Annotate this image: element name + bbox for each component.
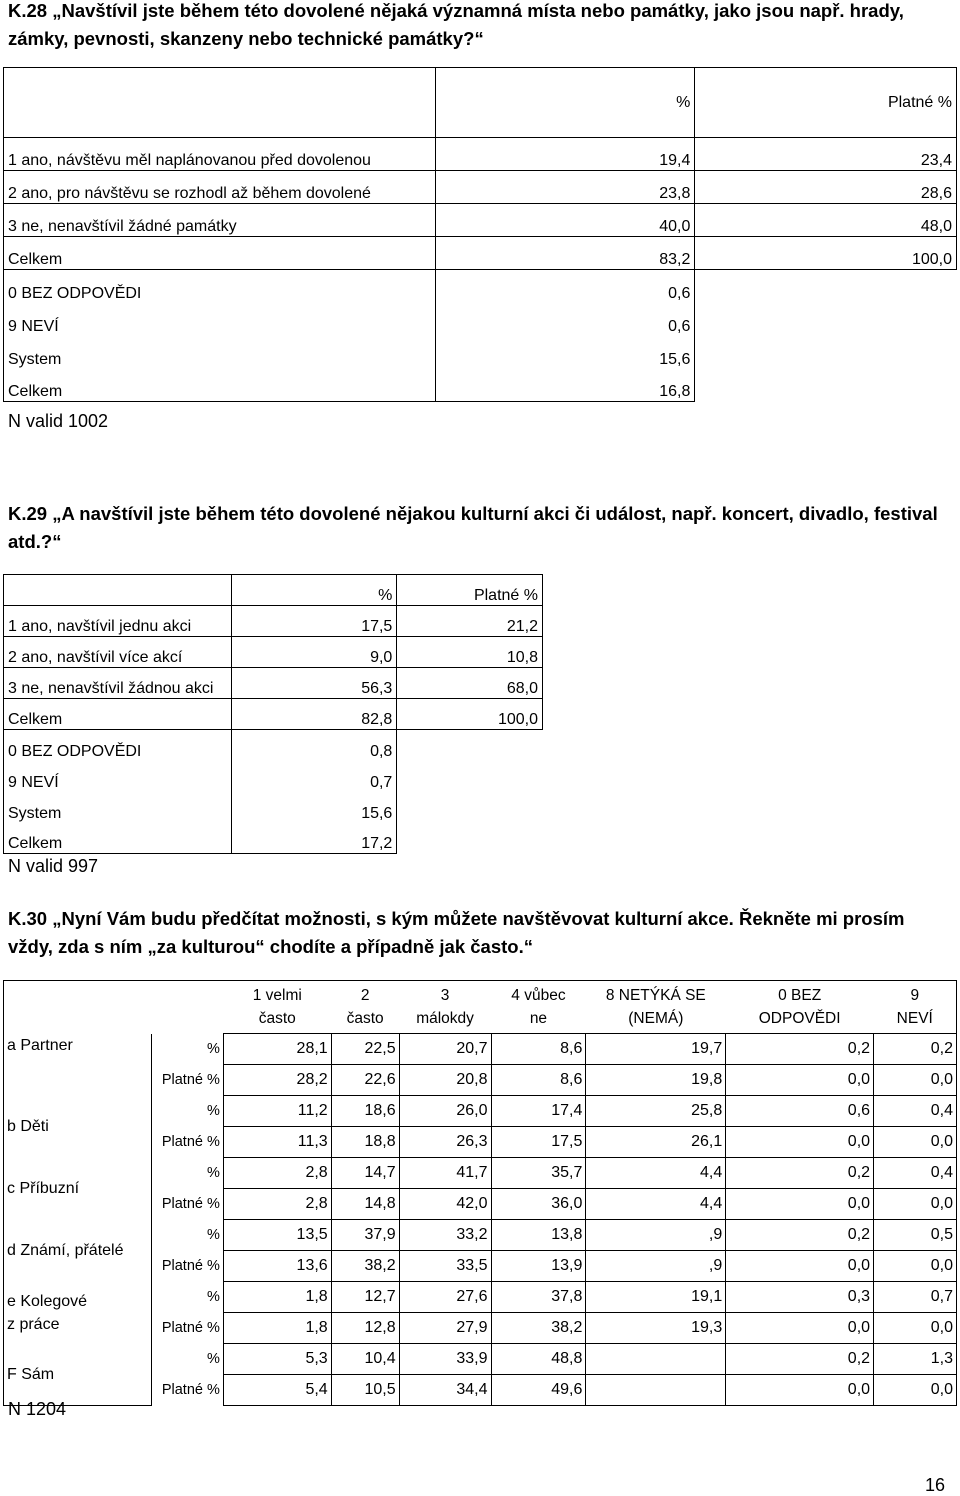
value-cell: 28,1 [223, 1034, 331, 1065]
value-cell: 4,4 [586, 1189, 726, 1220]
row-valid-pct: 23,4 [695, 138, 957, 171]
n-valid-k28: N valid 1002 [8, 411, 109, 431]
value-cell: 22,5 [331, 1034, 399, 1065]
header-empty [4, 981, 224, 1034]
row-label: 2 ano, navštívil více akcí [4, 637, 232, 668]
valid-pct-label: Platné % [161, 1134, 220, 1150]
group-label-line: e Kolegové [7, 1292, 88, 1310]
value-cell: 8,6 [491, 1034, 586, 1065]
table-row [4, 1282, 957, 1313]
table-row [4, 1344, 957, 1375]
value-cell: 27,9 [399, 1313, 491, 1344]
n-valid-k29: N valid 997 [8, 856, 99, 876]
header-valid-pct: Platné % [695, 68, 957, 138]
value-cell: 12,7 [331, 1282, 399, 1313]
row-label: 3 ne, nenavštívil žádné památky [4, 204, 436, 237]
question-k29-title: K.29 „A navštívil jste během této dovolené nějakou kulturní akci či událost, např. koncert, divadlo, festival atd.?“ [8, 503, 938, 552]
table-row [4, 668, 543, 699]
row-pct: 0,7 [231, 761, 396, 792]
value-cell: 5,4 [223, 1375, 331, 1406]
valid-pct-label: Platné % [161, 1382, 220, 1398]
row-label: 9 NEVÍ [4, 303, 436, 336]
value-cell: 37,8 [491, 1282, 586, 1313]
column-header [399, 981, 491, 1034]
value-cell: 0,0 [874, 1313, 957, 1344]
row-label: 2 ano, pro návštěvu se rozhodl až během dovolené [4, 171, 436, 204]
question-k30-title: K.30 „Nyní Vám budu předčítat možnosti, s kým můžete navštěvovat kulturní akce. Řekněte mi prosím vždy, zda s ním „za kulturou“ chodíte a případně jak často.“ [8, 908, 905, 957]
row-pct: 23,8 [435, 171, 695, 204]
value-cell: 17,5 [491, 1127, 586, 1158]
value-cell: 13,9 [491, 1251, 586, 1282]
value-cell: 34,4 [399, 1375, 491, 1406]
row-valid-pct [695, 270, 957, 303]
table-row [4, 270, 957, 303]
value-cell: 11,3 [223, 1127, 331, 1158]
row-label: System [4, 336, 436, 369]
row-label: 0 BEZ ODPOVĚDI [4, 730, 232, 761]
table-row [4, 204, 957, 237]
row-pct: 0,6 [435, 303, 695, 336]
column-header [491, 981, 586, 1034]
value-cell: 19,7 [586, 1034, 726, 1065]
value-cell: 4,4 [586, 1158, 726, 1189]
column-header-line: 2 [360, 987, 370, 1004]
header-empty [4, 68, 436, 138]
table-row [4, 1220, 957, 1251]
valid-pct-label: Platné % [161, 1258, 220, 1274]
value-cell: 0,6 [726, 1096, 874, 1127]
value-cell: 18,8 [331, 1127, 399, 1158]
table-row [4, 171, 957, 204]
value-cell: 14,8 [331, 1189, 399, 1220]
pct-label: % [206, 1041, 220, 1057]
group-label-line: z práce [7, 1315, 60, 1333]
table-k28 [3, 67, 957, 402]
row-label: Celkem [4, 369, 436, 402]
row-label: 1 ano, návštěvu měl naplánovanou před dovolenou [4, 138, 436, 171]
value-cell: 0,4 [874, 1158, 957, 1189]
row-valid-pct: 48,0 [695, 204, 957, 237]
value-cell: 13,5 [223, 1220, 331, 1251]
column-header [586, 981, 726, 1034]
value-cell: 41,7 [399, 1158, 491, 1189]
row-valid-pct [695, 303, 957, 336]
row-label: System [4, 792, 232, 823]
header-pct: % [435, 68, 695, 138]
pct-label: % [206, 1289, 220, 1305]
row-pct: 82,8 [231, 699, 396, 730]
column-header-line: 0 BEZ [778, 987, 822, 1004]
row-pct: 15,6 [231, 792, 396, 823]
value-cell: 0,0 [726, 1251, 874, 1282]
value-cell: 1,8 [223, 1313, 331, 1344]
row-label: 0 BEZ ODPOVĚDI [4, 270, 436, 303]
table-row [4, 237, 957, 270]
row-label: Celkem [4, 237, 436, 270]
valid-pct-label: Platné % [161, 1320, 220, 1336]
value-cell: 38,2 [491, 1313, 586, 1344]
row-pct: 0,6 [435, 270, 695, 303]
page-number: 16 [925, 1475, 946, 1495]
table-k29 [3, 574, 543, 854]
value-cell: 0,0 [874, 1127, 957, 1158]
value-cell: 2,8 [223, 1158, 331, 1189]
value-cell: 22,6 [331, 1065, 399, 1096]
group-label [4, 1282, 152, 1344]
row-pct: 9,0 [231, 637, 396, 668]
value-cell [586, 1375, 726, 1406]
value-cell: 5,3 [223, 1344, 331, 1375]
table-row [4, 1158, 957, 1189]
row-pct: 19,4 [435, 138, 695, 171]
row-valid-pct: 21,2 [397, 606, 543, 637]
value-cell: 26,3 [399, 1127, 491, 1158]
group-label [4, 1158, 152, 1220]
table-row [4, 792, 543, 823]
value-cell: 19,8 [586, 1065, 726, 1096]
value-cell: 33,5 [399, 1251, 491, 1282]
table-row [4, 336, 957, 369]
valid-pct-label: Platné % [161, 1196, 220, 1212]
row-valid-pct: 100,0 [695, 237, 957, 270]
value-cell: 19,3 [586, 1313, 726, 1344]
row-pct: 0,8 [231, 730, 396, 761]
table-row [4, 637, 543, 668]
value-cell: ,9 [586, 1251, 726, 1282]
row-label: Celkem [4, 699, 232, 730]
group-label-line: b Děti [7, 1118, 49, 1135]
row-label: 1 ano, navštívil jednu akci [4, 606, 232, 637]
row-label: 3 ne, nenavštívil žádnou akci [4, 668, 232, 699]
value-cell: 10,4 [331, 1344, 399, 1375]
value-cell: 0,2 [726, 1344, 874, 1375]
value-cell: 0,0 [726, 1313, 874, 1344]
group-label-line: c Příbuzní [7, 1180, 80, 1197]
row-pct: 16,8 [435, 369, 695, 402]
row-label: 9 NEVÍ [4, 761, 232, 792]
column-header-line: 1 velmi [252, 987, 302, 1004]
group-label [4, 1096, 152, 1158]
column-header-line: (NEMÁ) [628, 1010, 684, 1027]
pct-label: % [206, 1351, 220, 1367]
value-cell: 1,8 [223, 1282, 331, 1313]
value-cell: 33,2 [399, 1220, 491, 1251]
table-row [4, 369, 957, 402]
value-cell: 26,0 [399, 1096, 491, 1127]
table-row [4, 1096, 957, 1127]
value-cell: 0,2 [726, 1158, 874, 1189]
value-cell: 33,9 [399, 1344, 491, 1375]
table-k30 [3, 980, 957, 1406]
value-cell: 0,2 [874, 1034, 957, 1065]
header-valid-pct: Platné % [397, 575, 543, 606]
row-pct: 15,6 [435, 336, 695, 369]
value-cell: 18,6 [331, 1096, 399, 1127]
value-cell: 38,2 [331, 1251, 399, 1282]
group-label [4, 1034, 152, 1096]
value-cell: 10,5 [331, 1375, 399, 1406]
value-cell: 37,9 [331, 1220, 399, 1251]
value-cell: 20,7 [399, 1034, 491, 1065]
table-row [4, 1034, 957, 1065]
value-cell: 0,7 [874, 1282, 957, 1313]
pct-label: % [206, 1103, 220, 1119]
row-label: Celkem [4, 823, 232, 854]
value-cell: 2,8 [223, 1189, 331, 1220]
row-valid-pct [397, 730, 543, 761]
value-cell: 17,4 [491, 1096, 586, 1127]
group-label-line: d Známí, přátelé [7, 1242, 124, 1259]
value-cell: 0,0 [874, 1065, 957, 1096]
value-cell: 0,0 [726, 1065, 874, 1096]
row-pct: 40,0 [435, 204, 695, 237]
value-cell: 42,0 [399, 1189, 491, 1220]
value-cell: 0,0 [874, 1251, 957, 1282]
group-label-line: F Sám [7, 1365, 55, 1383]
value-cell: 1,3 [874, 1344, 957, 1375]
row-valid-pct [397, 792, 543, 823]
value-cell: 25,8 [586, 1096, 726, 1127]
value-cell: 13,8 [491, 1220, 586, 1251]
column-header-line: často [346, 1010, 384, 1027]
row-valid-pct [695, 369, 957, 402]
value-cell: 12,8 [331, 1313, 399, 1344]
pct-label: % [206, 1165, 220, 1181]
value-cell: 27,6 [399, 1282, 491, 1313]
valid-pct-label: Platné % [161, 1072, 220, 1088]
column-header-line: 8 NETÝKÁ SE [605, 987, 706, 1004]
row-valid-pct [397, 823, 543, 854]
value-cell: 36,0 [491, 1189, 586, 1220]
row-valid-pct: 28,6 [695, 171, 957, 204]
value-cell: 19,1 [586, 1282, 726, 1313]
table-row [4, 823, 543, 854]
group-label-line: a Partner [7, 1036, 73, 1054]
value-cell [586, 1344, 726, 1375]
value-cell: 0,5 [874, 1220, 957, 1251]
value-cell: 13,6 [223, 1251, 331, 1282]
column-header-line: NEVÍ [896, 1010, 933, 1027]
question-k28-title: K.28 „Navštívil jste během této dovolené nějaká významná místa nebo památky, jako jsou např. hrady, zámky, pevnosti, skanzeny nebo technické památky?“ [8, 0, 904, 49]
value-cell: 0,0 [726, 1375, 874, 1406]
row-valid-pct [695, 336, 957, 369]
column-header [331, 981, 399, 1034]
value-cell: 8,6 [491, 1065, 586, 1096]
column-header-line: 9 [910, 987, 920, 1004]
value-cell: 14,7 [331, 1158, 399, 1189]
column-header-line: často [258, 1010, 296, 1027]
value-cell: 11,2 [223, 1096, 331, 1127]
value-cell: 28,2 [223, 1065, 331, 1096]
column-header-line: 4 vůbec [511, 987, 566, 1004]
row-valid-pct: 100,0 [397, 699, 543, 730]
value-cell: 0,0 [726, 1127, 874, 1158]
n-total-k30: N 1204 [8, 1399, 67, 1419]
row-pct: 17,5 [231, 606, 396, 637]
value-cell: 35,7 [491, 1158, 586, 1189]
value-cell: 48,8 [491, 1344, 586, 1375]
row-valid-pct: 10,8 [397, 637, 543, 668]
column-header [874, 981, 957, 1034]
column-header [223, 981, 331, 1034]
value-cell: 0,0 [726, 1189, 874, 1220]
group-label [4, 1344, 152, 1406]
column-header-line: ne [529, 1010, 548, 1027]
value-cell: 49,6 [491, 1375, 586, 1406]
value-cell: 0,2 [726, 1220, 874, 1251]
value-cell: 0,0 [874, 1375, 957, 1406]
column-header-line: ODPOVĚDI [758, 1010, 841, 1027]
table-row [4, 730, 543, 761]
value-cell: 20,8 [399, 1065, 491, 1096]
value-cell: 0,4 [874, 1096, 957, 1127]
table-row [4, 138, 957, 171]
table-row [4, 303, 957, 336]
row-valid-pct: 68,0 [397, 668, 543, 699]
row-pct: 56,3 [231, 668, 396, 699]
table-row [4, 699, 543, 730]
value-cell: 26,1 [586, 1127, 726, 1158]
row-pct: 17,2 [231, 823, 396, 854]
header-pct: % [231, 575, 396, 606]
table-row [4, 761, 543, 792]
row-pct: 83,2 [435, 237, 695, 270]
pct-label: % [206, 1227, 220, 1243]
value-cell: 0,0 [874, 1189, 957, 1220]
group-label [4, 1220, 152, 1282]
value-cell: ,9 [586, 1220, 726, 1251]
column-header-line: málokdy [416, 1010, 474, 1027]
value-cell: 0,3 [726, 1282, 874, 1313]
header-empty [4, 575, 232, 606]
column-header-line: 3 [440, 987, 450, 1004]
column-header [726, 981, 874, 1034]
row-valid-pct [397, 761, 543, 792]
table-row [4, 606, 543, 637]
value-cell: 0,2 [726, 1034, 874, 1065]
